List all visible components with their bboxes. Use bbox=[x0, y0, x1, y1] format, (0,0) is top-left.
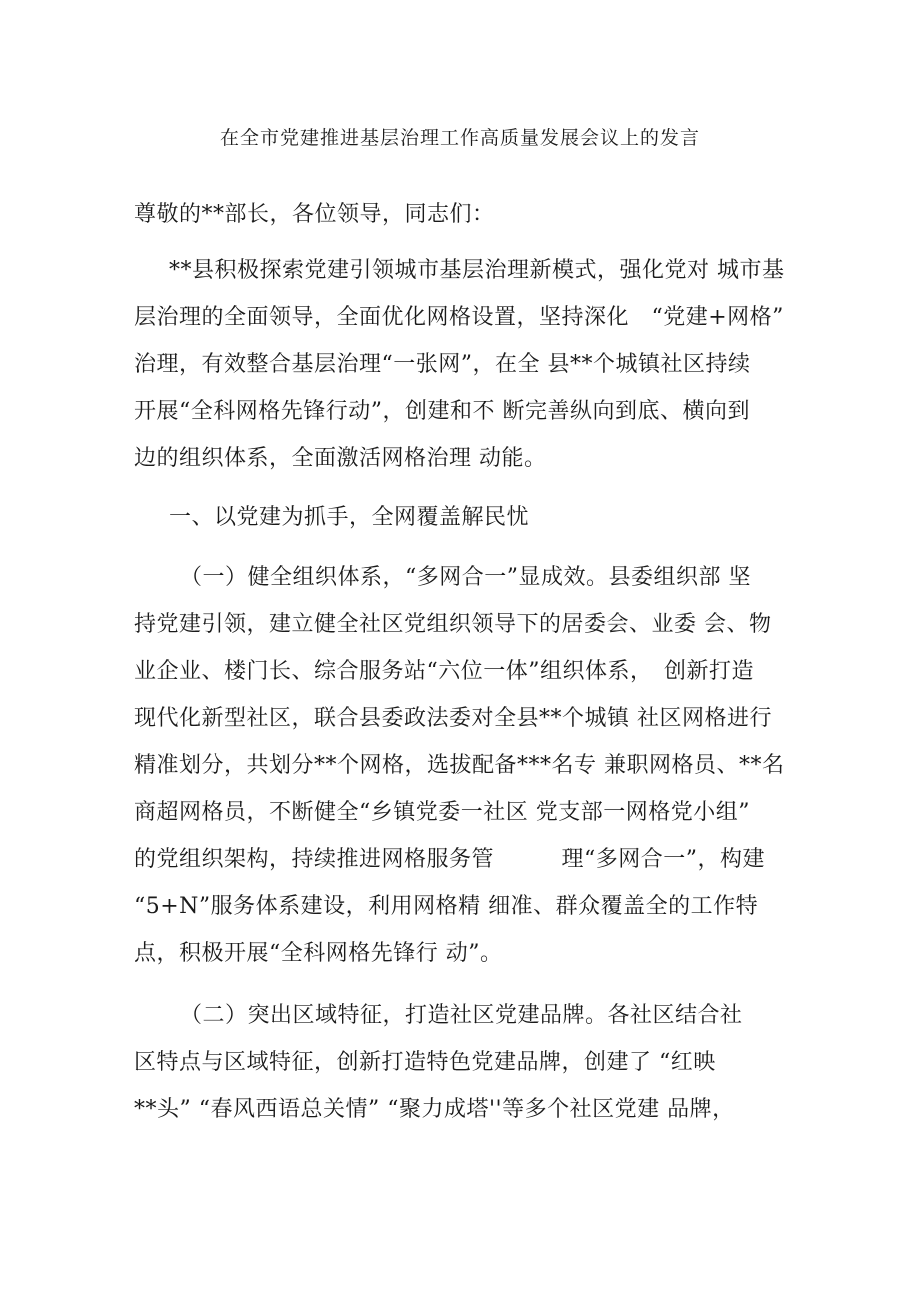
body-line: 边的组织体系，全面激活网格治理 动能。 bbox=[134, 446, 547, 471]
body-line: （一）健全组织体系，“多网合一”显成效。县委组织部 坚 bbox=[180, 565, 751, 590]
salutation: 尊敬的**部长，各位领导，同志们： bbox=[134, 202, 495, 227]
body-line: 层治理的全面领导，全面优化网格设置，坚持深化 “党建+网格” bbox=[134, 305, 784, 330]
body-line: 治理，有效整合基层治理“一张网”，在全 县**个城镇社区持续 bbox=[134, 352, 751, 377]
body-line: 开展“全科网格先锋行动”，创建和不 断完善纵向到底、横向到 bbox=[134, 399, 750, 424]
body-line: **县积极探索党建引领城市基层治理新模式，强化党对 城市基 bbox=[169, 258, 785, 283]
body-line: **头” “春风西语总关情” “聚力成塔''等多个社区党建 品牌， bbox=[134, 1097, 735, 1122]
body-line: 精准划分，共划分**个网格，选拔配备***名专 兼职网格员、**名 bbox=[134, 753, 785, 778]
body-line: 的党组织架构，持续推进网格服务管 理“多网合一”，构建 bbox=[134, 847, 765, 872]
body-line: （二）突出区域特征，打造社区党建品牌。各社区结合社 bbox=[180, 1003, 743, 1028]
body-line: 持党建引领，建立健全社区党组织领导下的居委会、业委 会、物 bbox=[134, 612, 772, 637]
body-line: 业企业、楼门长、综合服务站“六位一体”组织体系， 创新打造 bbox=[134, 659, 754, 684]
body-line: 区特点与区域特征，创新打造特色党建品牌，创建了 “红映 bbox=[134, 1050, 716, 1075]
body-line: 现代化新型社区，联合县委政法委对全县**个城镇 社区网格进行 bbox=[134, 706, 772, 731]
body-line: “5+N”服务体系建设，利用网格精 细准、群众覆盖全的工作特 bbox=[134, 894, 759, 919]
section-heading: 一、以党建为抓手，全网覆盖解民忧 bbox=[169, 505, 530, 530]
body-line: 点，积极开展“全科网格先锋行 动”。 bbox=[134, 941, 503, 966]
document-title: 在全市党建推进基层治理工作高质量发展会议上的发言 bbox=[219, 127, 700, 149]
body-line: 商超网格员，不断健全“乡镇党委一社区 党支部一网格党小组” bbox=[134, 800, 750, 825]
